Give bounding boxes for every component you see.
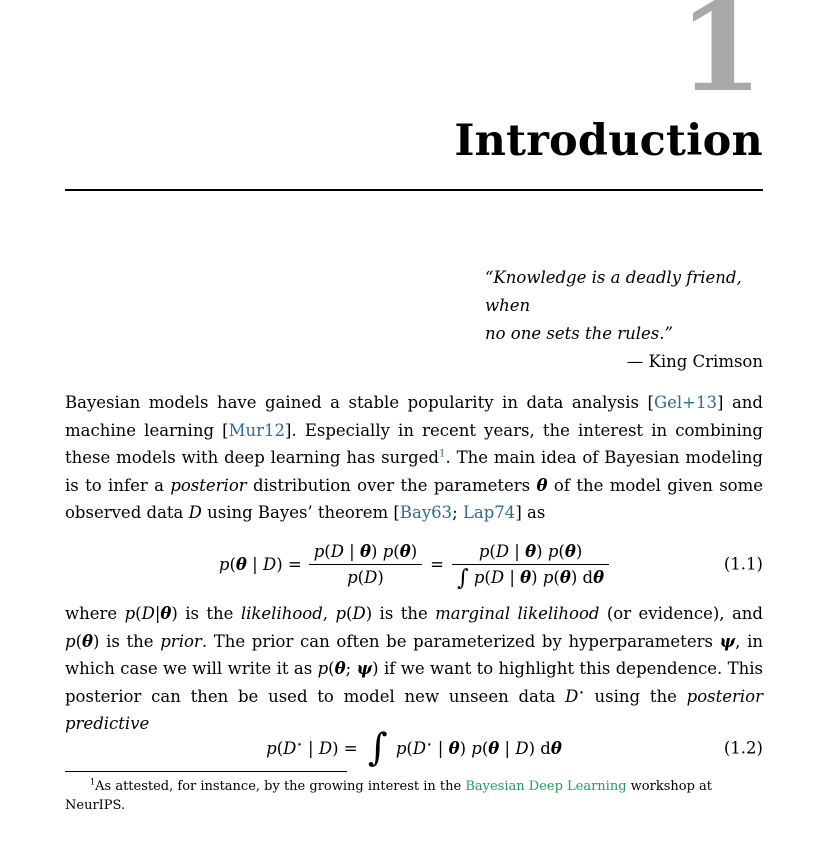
text-segment: ) is the (365, 604, 436, 623)
text-segment: ) d (528, 738, 551, 758)
text-segment: θ (160, 604, 172, 623)
text-segment: ( (481, 738, 489, 758)
text-segment: workshop at NeurIPS. (65, 779, 713, 813)
text-segment: ( (229, 554, 236, 574)
paragraph-intro (65, 389, 763, 527)
text-segment: p (317, 659, 329, 678)
chapter-number: 1 (678, 0, 763, 119)
citation-link[interactable]: Gel+13 (653, 393, 717, 412)
text-segment: using Bayes’ theorem [ (201, 503, 400, 522)
text-segment: p (266, 738, 277, 758)
text-segment: ) (531, 567, 543, 587)
fraction-denominator (452, 564, 609, 591)
text-segment: ⋆ (296, 739, 303, 750)
text-segment: | (499, 738, 516, 758)
text-segment: θ (399, 541, 411, 561)
text-segment: θ (520, 567, 532, 587)
text-segment: ψ (719, 631, 736, 651)
text-segment: D (318, 738, 333, 758)
text-segment: ; (345, 659, 357, 678)
epigraph-attribution: — King Crimson (626, 352, 763, 371)
text-segment: ) is the (93, 631, 161, 651)
text-segment: ) if we want to highlight this dependence. This posterior can then be used to model new unseen data (65, 659, 763, 706)
text-segment: D (412, 738, 427, 758)
citation-link[interactable]: 1 (438, 448, 446, 460)
text-segment: θ (235, 554, 247, 574)
text-segment: | (246, 554, 263, 574)
text-segment: p (473, 567, 485, 587)
fraction (309, 542, 422, 587)
text-segment: ) d (570, 567, 594, 587)
text-segment: ] as (515, 503, 546, 522)
text-segment: , (322, 604, 336, 623)
text-segment: ]. Especially in recent years, the interest in combining these models with deep learning has surged (65, 420, 763, 467)
citation-link[interactable]: Bay63 (399, 503, 453, 522)
text-segment: | (343, 541, 360, 561)
text-segment: posterior (170, 475, 247, 495)
text-segment: ) (377, 567, 384, 587)
text-segment: D (141, 604, 155, 623)
text-segment: D (490, 567, 505, 587)
text-segment: using the (584, 686, 687, 706)
text-segment: θ (82, 631, 94, 651)
text-segment: ) (371, 541, 383, 561)
text-segment: ( (393, 541, 400, 561)
epigraph (485, 264, 763, 376)
equation-body (266, 724, 562, 769)
equation-lhs (219, 555, 302, 574)
text-segment: ( (357, 567, 365, 587)
text-segment: ; (452, 503, 463, 522)
citation-link[interactable]: Mur12 (228, 420, 286, 440)
text-segment: D (364, 567, 378, 587)
equation-number: (1.1) (723, 554, 763, 574)
text-segment: p (542, 567, 554, 587)
citation-link[interactable]: Lap74 (462, 503, 516, 522)
text-segment: . The prior can often be parameterized by hyperparameters (201, 631, 720, 651)
text-segment: D (495, 541, 510, 561)
fraction-numerator (309, 542, 422, 564)
text-segment: ∫ (367, 724, 388, 769)
text-segment: | (302, 738, 319, 758)
text-segment: . The main idea of Bayesian modeling is to infer a (65, 448, 763, 495)
text-segment: θ (564, 541, 576, 561)
text-segment: ( (135, 604, 142, 623)
text-segment: θ (550, 738, 562, 758)
text-segment: ] and machine learning [ (65, 393, 763, 440)
text-segment: ) = (332, 738, 363, 758)
text-segment: θ (488, 738, 500, 758)
chapter-title: Introduction (454, 116, 763, 166)
text-segment: p (395, 738, 407, 758)
text-segment: p (65, 631, 76, 651)
text-segment: ) (410, 541, 418, 561)
text-segment: D (515, 738, 529, 758)
text-segment: | (432, 738, 449, 758)
text-segment: θ (334, 659, 346, 678)
fraction-numerator (452, 542, 609, 564)
equation-posterior-predictive (65, 720, 763, 776)
epigraph-line-2: no one sets the rules.” (485, 324, 673, 343)
text-segment: ( (553, 567, 560, 587)
text-segment: | (509, 541, 526, 561)
text-segment: 1 (90, 777, 96, 787)
text-segment: Bayesian models have gained a stable popularity in data analysis [ (65, 393, 654, 412)
hyperlink[interactable]: Bayesian Deep Learning (465, 779, 627, 794)
text-segment: where (65, 604, 125, 623)
text-segment: | (154, 604, 161, 623)
text-segment: (or evidence), and (599, 604, 763, 623)
fraction (452, 541, 609, 591)
text-segment: ∫ (456, 564, 469, 591)
text-segment: D (262, 554, 277, 574)
text-segment: ) (575, 541, 583, 561)
text-segment: p (218, 554, 230, 574)
text-segment: posterior predictive (65, 686, 763, 733)
text-segment: , in which case we will write it as (65, 631, 763, 678)
text-segment: ) (536, 541, 548, 561)
text-segment: ( (75, 631, 82, 651)
text-segment: θ (559, 567, 571, 587)
text-segment: ( (406, 738, 413, 758)
text-segment: ) is the (171, 604, 241, 623)
equation-number: (1.2) (723, 738, 763, 758)
text-segment: p (313, 541, 325, 561)
text-segment: θ (448, 738, 460, 758)
equals-sign: = (430, 554, 444, 574)
text-segment: ( (484, 567, 491, 587)
text-segment: p (347, 567, 358, 587)
text-segment: ( (328, 659, 335, 678)
text-segment: marginal likelihood (435, 604, 600, 623)
footnote-rule (65, 771, 347, 772)
text-segment: ( (558, 541, 565, 561)
text-segment: θ (360, 541, 372, 561)
text-segment: p (478, 541, 490, 561)
text-segment: likelihood (240, 604, 323, 623)
text-segment: ⋆ (426, 739, 433, 750)
text-segment: p (124, 604, 136, 623)
text-segment: D (283, 738, 297, 758)
text-segment: p (335, 604, 347, 623)
text-segment: ( (276, 738, 284, 758)
text-segment: prior (160, 631, 202, 651)
text-segment: ) (459, 738, 472, 758)
epigraph-line-1: “Knowledge is a deadly friend, when (485, 268, 742, 315)
text-segment: p (382, 541, 394, 561)
text-segment: of the model given some observed data (65, 475, 764, 522)
text-segment: distribution over the parameters (246, 475, 537, 495)
text-segment: θ (536, 475, 548, 495)
chapter-title-rule (65, 189, 763, 191)
footnote (65, 777, 763, 815)
text-segment: θ (593, 567, 605, 587)
text-segment: ( (346, 604, 353, 623)
text-segment: ( (489, 541, 496, 561)
text-segment: D (188, 503, 202, 522)
text-segment: θ (525, 541, 537, 561)
text-segment: p (547, 541, 559, 561)
text-segment: D (330, 541, 344, 561)
text-segment: D (352, 604, 366, 623)
text-segment: ⋆ (578, 687, 585, 698)
text-segment: ) = (276, 554, 302, 574)
equation-bayes-theorem (65, 534, 763, 594)
text-segment: D (565, 686, 579, 706)
text-segment: ( (324, 541, 331, 561)
text-segment: p (471, 738, 482, 758)
paragraph-posterior (65, 600, 763, 738)
text-segment: ψ (356, 659, 373, 678)
equation-body (218, 541, 609, 591)
text-segment: | (504, 567, 521, 587)
fraction-denominator (309, 564, 422, 587)
text-segment: As attested, for instance, by the growing interest in the (95, 779, 466, 794)
